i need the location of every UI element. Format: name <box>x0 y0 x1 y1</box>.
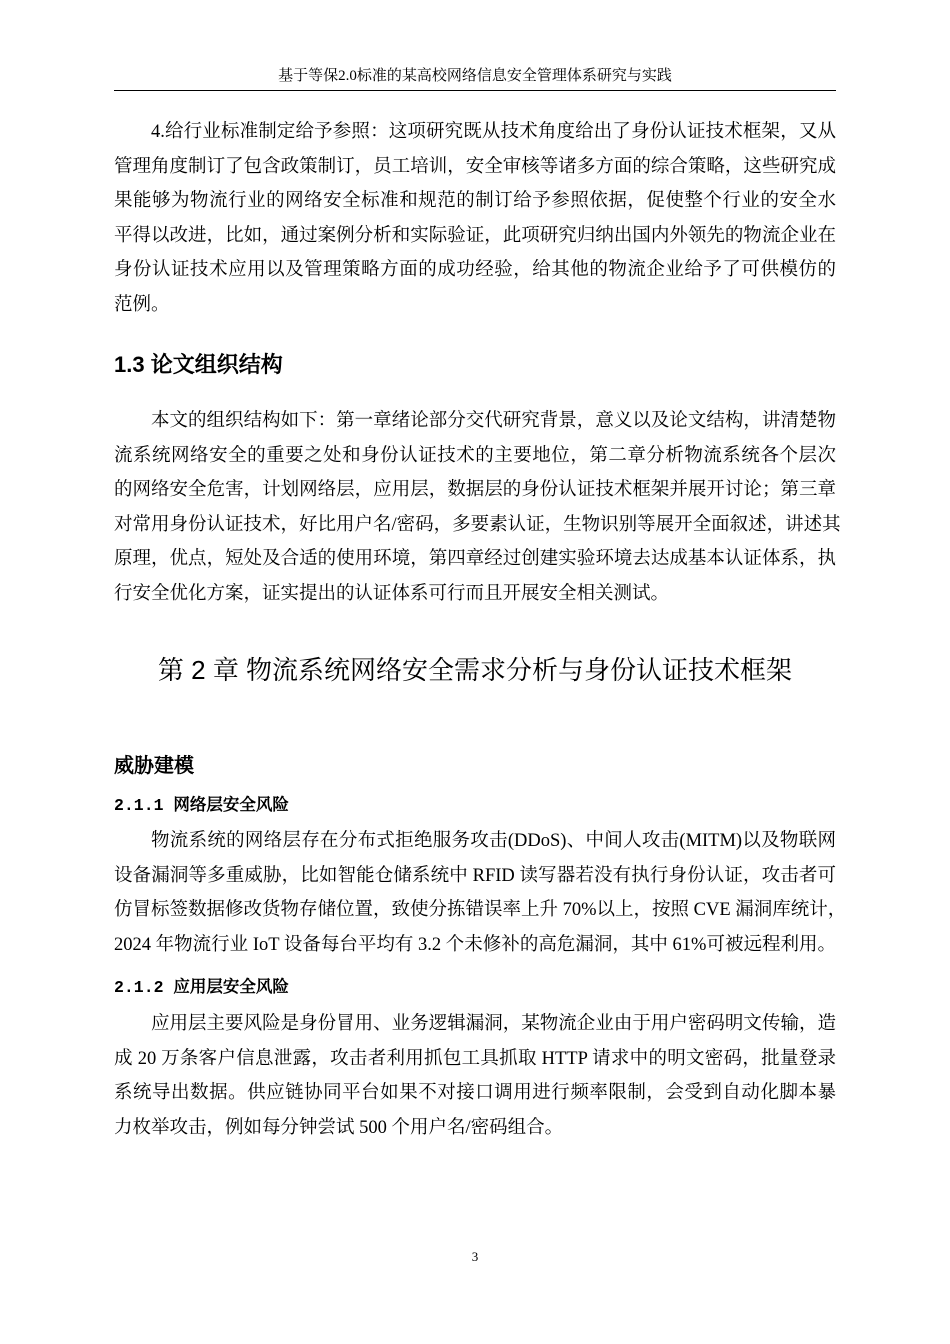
text-line: 行安全优化方案，证实提出的认证体系可行而且开展安全相关测试。 <box>114 583 670 604</box>
text-line: 流系统网络安全的重要之处和身份认证技术的主要地位，第二章分析物流系统各个层次 <box>114 445 836 466</box>
paragraph-network-risk <box>114 824 847 962</box>
header-rule <box>114 90 836 91</box>
text-line: 设备漏洞等多重威胁，比如智能仓储系统中 RFID 读写器若没有执行身份认证，攻击者可 <box>114 865 836 886</box>
text-line: 的网络安全危害，计划网络层，应用层，数据层的身份认证技术框架并展开讨论；第三章 <box>114 480 836 501</box>
page-number: 3 <box>471 1249 479 1264</box>
running-header: 基于等保2.0标准的某高校网络信息安全管理体系研究与实践 <box>278 68 672 84</box>
text-line: 平得以改进，比如，通过案例分析和实际验证，此项研究归纳出国内外领先的物流企业在 <box>114 225 836 246</box>
section-heading-1-3: 1.3 论文组织结构 <box>114 352 283 377</box>
text-line: 成 20 万条客户信息泄露，攻击者利用抓包工具抓取 HTTP 请求中的明文密码，批量登录 <box>114 1048 836 1069</box>
text-line: 2024 年物流行业 IoT 设备每台平均有 3.2 个未修补的高危漏洞，其中 61%可被远程利用。 <box>114 934 836 955</box>
text-line: 仿冒标签数据修改货物存储位置，致使分拣错误率上升 70%以上，按照 CVE 漏洞库统计， <box>114 900 847 921</box>
text-line: 物流系统的网络层存在分布式拒绝服务攻击(DDoS)、中间人攻击(MITM)以及物联网 <box>151 831 836 851</box>
text-line: 管理角度制订了包含政策制订，员工培训，安全审核等诸多方面的综合策略，这些研究成 <box>114 156 836 177</box>
text-line: 本文的组织结构如下：第一章绪论部分交代研究背景，意义以及论文结构，讲清楚物 <box>151 411 836 431</box>
paragraph-organization <box>114 404 841 612</box>
section-heading-threat-modeling: 威胁建模 <box>114 755 194 777</box>
text-line: 身份认证技术应用以及管理策略方面的成功经验，给其他的物流企业给予了可供模仿的 <box>114 260 836 281</box>
text-line: 果能够为物流行业的网络安全标准和规范的制订给予参照依据，促使整个行业的安全水 <box>114 191 836 212</box>
subsection-heading-2-1-2: 2.1.2 应用层安全风险 <box>114 978 289 997</box>
subsection-heading-2-1-1: 2.1.1 网络层安全风险 <box>114 796 289 815</box>
text-line: 范例。 <box>114 294 170 315</box>
text-line: 对常用身份认证技术，好比用户名/密码，多要素认证，生物识别等展开全面叙述，讲述其 <box>114 514 841 535</box>
paragraph-application-risk <box>114 1007 836 1145</box>
text-line: 4.给行业标准制定给予参照：这项研究既从技术角度给出了身份认证技术框架，又从 <box>151 122 836 142</box>
paragraph-industry-standard <box>114 115 836 323</box>
text-line: 原理，优点，短处及合适的使用环境，第四章经过创建实验环境去达成基本认证体系，执 <box>114 549 836 570</box>
text-line: 应用层主要风险是身份冒用、业务逻辑漏洞，某物流企业由于用户密码明文传输，造 <box>151 1014 836 1034</box>
text-line: 力枚举攻击，例如每分钟尝试 500 个用户名/密码组合。 <box>114 1117 564 1138</box>
text-line: 系统导出数据。供应链协同平台如果不对接口调用进行频率限制，会受到自动化脚本暴 <box>114 1083 836 1104</box>
chapter-heading: 第 2 章 物流系统网络安全需求分析与身份认证技术框架 <box>157 655 793 685</box>
